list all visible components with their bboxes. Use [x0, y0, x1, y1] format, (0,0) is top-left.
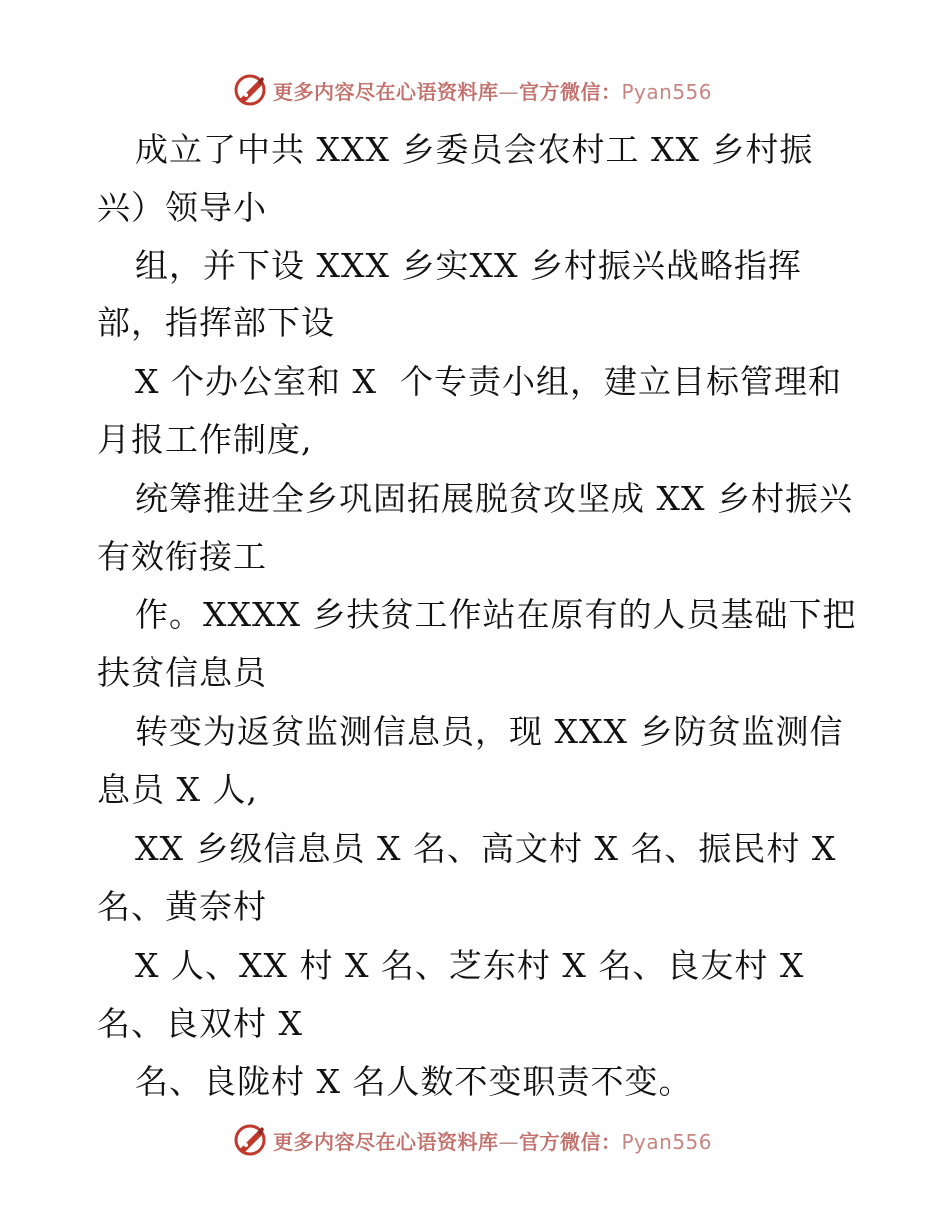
fountain-pen-logo-icon [233, 73, 267, 107]
header-banner [233, 73, 753, 107]
body-line: 作。XXXX 乡扶贫工作站在原有的人员基础下把 [135, 595, 857, 634]
header-banner-suffix: 官方微信： [519, 79, 622, 104]
header-banner-main: 更多内容尽在心语资料库 [273, 79, 499, 104]
footer-banner-suffix: 官方微信： [519, 1129, 622, 1154]
body-line: 组，并下设 XXX 乡实XX 乡村振兴战略指挥 [135, 246, 802, 285]
body-line: 息员 X 人, [97, 770, 258, 809]
body-line: 部，指挥部下设 [97, 303, 335, 342]
body-line: 扶贫信息员 [97, 653, 267, 692]
body-line: 兴）领导小 [97, 188, 267, 227]
footer-banner-separator: — [498, 1129, 519, 1154]
body-line: 名、良双村 X [97, 1004, 303, 1043]
body-line: 月报工作制度, [97, 420, 313, 459]
body-line: X 人、XX 村 X 名、芝东村 X 名、良友村 X [135, 946, 805, 985]
body-line: 名、良陇村 X 名人数不变职责不变。 [135, 1062, 693, 1101]
body-line: XX 乡级信息员 X 名、高文村 X 名、振民村 X [135, 829, 837, 868]
body-line: 转变为返贫监测信息员，现 XXX 乡防贫监测信 [135, 712, 844, 751]
body-line: 名、黄奈村 [97, 887, 267, 926]
footer-banner-wechat-id: Pyan556 [621, 1129, 713, 1154]
body-line: 成立了中共 XXX 乡委员会农村工 XX 乡村振 [135, 130, 814, 169]
fountain-pen-logo-icon [233, 1123, 267, 1157]
header-banner-separator: — [498, 79, 519, 104]
body-line: 统筹推进全乡巩固拓展脱贫攻坚成 XX 乡村振兴 [135, 479, 853, 518]
header-banner-wechat-id: Pyan556 [621, 79, 713, 104]
footer-banner-text [273, 1126, 712, 1155]
header-banner-text [273, 76, 712, 105]
footer-banner-main: 更多内容尽在心语资料库 [273, 1129, 499, 1154]
footer-banner [233, 1123, 753, 1157]
body-line: 有效衔接工 [97, 537, 267, 576]
body-line: X 个办公室和 X 个专责小组，建立目标管理和 [135, 362, 842, 401]
